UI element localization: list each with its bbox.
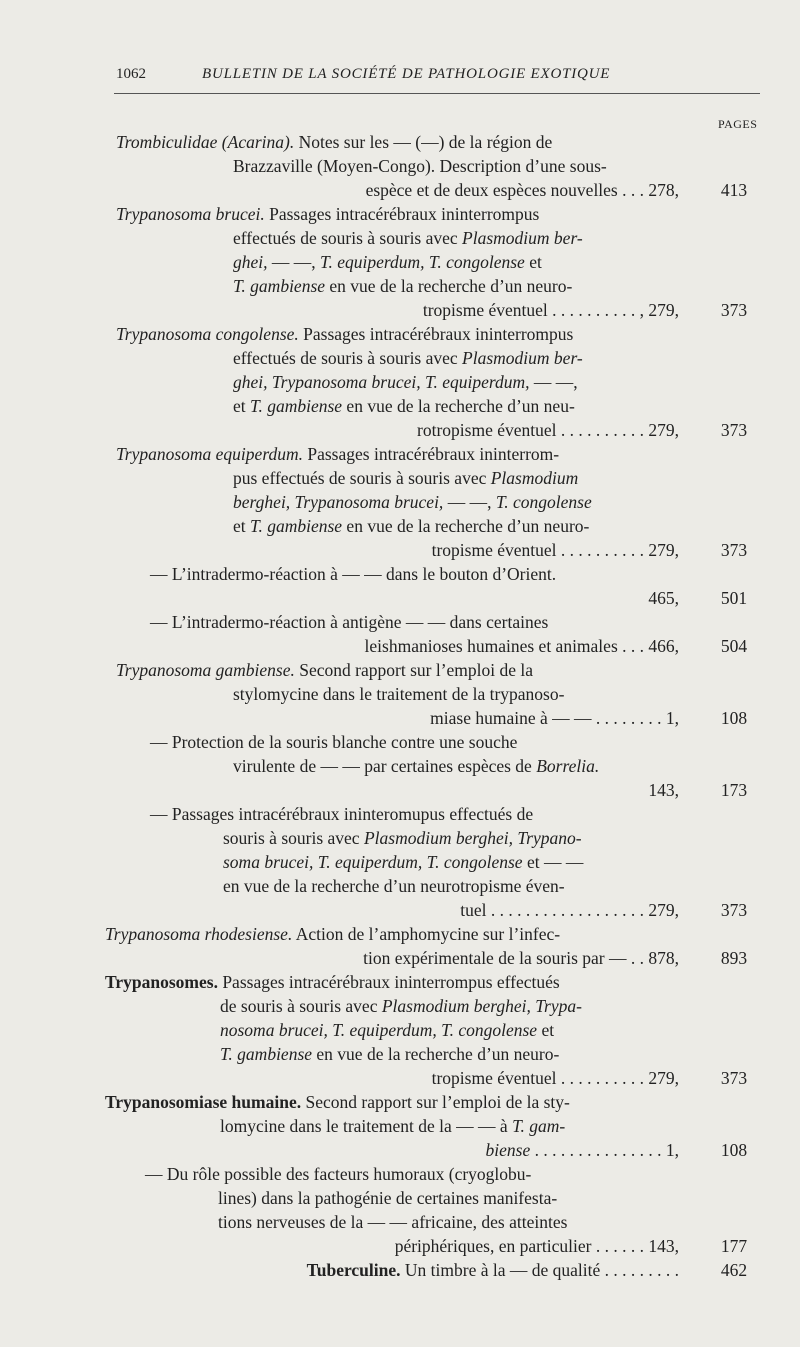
index-line (150, 731, 517, 753)
index-text: T. gambiense (233, 276, 326, 296)
index-line (233, 491, 592, 513)
index-text: périphériques, en particulier . . . . . . 143, (394, 1236, 679, 1256)
index-line (220, 1139, 679, 1161)
page-number: 1062 (116, 66, 146, 82)
index-text: Trypanosoma congolense. (116, 324, 299, 344)
page-reference: 462 (720, 1260, 748, 1280)
index-text: Trypanosoma equiperdum. (116, 444, 303, 464)
index-text: stylomycine dans le traitement de la trypanoso- (233, 684, 565, 704)
index-line (116, 323, 573, 345)
index-line (233, 371, 578, 393)
index-line (233, 227, 583, 249)
index-text: nosoma brucei, T. equiperdum, T. congolense (220, 1020, 538, 1040)
index-text: Second rapport sur l’emploi de la sty- (301, 1092, 570, 1112)
index-line (218, 1187, 557, 1209)
index-text: . . . . . . . . . . . . . . . 1, (530, 1140, 679, 1160)
index-text: tropisme éventuel . . . . . . . . . . 279, (431, 540, 679, 560)
page-reference: 108 (720, 1140, 748, 1160)
index-line (116, 131, 552, 153)
index-text: T. gam- (512, 1116, 566, 1136)
index-text: 143, (648, 780, 679, 800)
index-text: — Du rôle possible des facteurs humoraux (cryoglobu- (145, 1164, 532, 1184)
index-line (116, 659, 533, 681)
index-line (233, 755, 599, 777)
page-reference: 173 (720, 780, 748, 800)
index-line (223, 875, 565, 897)
index-text: Plasmodium ber- (462, 348, 583, 368)
index-text: effectués de souris à souris avec (233, 228, 463, 248)
page-reference: 893 (720, 948, 748, 968)
index-line (220, 1019, 554, 1041)
index-text: leishmanioses humaines et animales . . . 466, (364, 636, 679, 656)
index-text: Passages intracérébraux ininterrom- (303, 444, 560, 464)
index-line (218, 1211, 567, 1233)
index-text: Trypanosoma brucei. (116, 204, 265, 224)
index-text: tropisme éventuel . . . . . . . . . . , 279, (422, 300, 679, 320)
index-text: tion expérimentale de la souris par — . . 878, (363, 948, 679, 968)
header-rule (114, 93, 760, 94)
index-text: Borrelia. (536, 756, 600, 776)
index-line (105, 1091, 570, 1113)
index-text: souris à souris avec (223, 828, 364, 848)
index-line (105, 971, 560, 993)
index-text: Trypanosoma gambiense. (116, 660, 295, 680)
index-line (105, 923, 560, 945)
index-text: en vue de la recherche d’un neuro- (342, 516, 590, 536)
index-line (233, 539, 679, 561)
index-text: soma brucei, T. equiperdum, T. congolense (223, 852, 523, 872)
index-text: — —, (267, 252, 321, 272)
index-text: et (537, 1020, 555, 1040)
page-reference: 413 (720, 180, 748, 200)
index-text: Second rapport sur l’emploi de la (294, 660, 534, 680)
index-text: et (524, 252, 542, 272)
page-reference: 108 (720, 708, 748, 728)
index-text: — L’intradermo-réaction à — — dans le bouton d’Orient. (150, 564, 557, 584)
index-text: miase humaine à — — . . . . . . . . 1, (430, 708, 679, 728)
index-text: — Passages intracérébraux ininteromupus effectués de (150, 804, 534, 824)
index-text: effectués de souris à souris avec (233, 348, 463, 368)
index-text: T. equiperdum, T. congolense (320, 252, 525, 272)
index-text: en vue de la recherche d’un neurotropisme éven- (223, 876, 565, 896)
index-text: ghei, Trypanosoma brucei, T. equiperdum, (233, 372, 530, 392)
index-line (233, 587, 679, 609)
index-text: — Protection de la souris blanche contre une souche (150, 732, 518, 752)
index-text: Trypanosoma rhodesiense. (105, 924, 293, 944)
index-text: en vue de la recherche d’un neu- (342, 396, 575, 416)
index-text: en vue de la recherche d’un neuro- (312, 1044, 560, 1064)
index-text: Brazzaville (Moyen-Congo). Description d’une sous- (233, 156, 607, 176)
index-text: T. gambiense (220, 1044, 313, 1064)
index-line (116, 203, 539, 225)
index-text: tions nerveuses de la — — africaine, des atteintes (218, 1212, 568, 1232)
index-line (150, 803, 533, 825)
index-line (223, 899, 679, 921)
index-line (220, 995, 582, 1017)
index-line (233, 275, 572, 297)
index-line (223, 851, 583, 873)
index-text: Passages intracérébraux ininterrompus (298, 324, 574, 344)
index-text: tuel . . . . . . . . . . . . . . . . . . 279, (460, 900, 679, 920)
index-text: biense (485, 1140, 531, 1160)
index-text: Passages intracérébraux ininterrompus (264, 204, 540, 224)
index-text: Plasmodium ber- (462, 228, 583, 248)
index-line (233, 707, 679, 729)
index-text: Trombiculidae (Acarina). (116, 132, 295, 152)
index-text: berghei, Trypanosoma brucei, (233, 492, 444, 512)
index-line (233, 515, 589, 537)
index-text: Plasmodium berghei, Trypano- (363, 828, 582, 848)
index-text: et (233, 396, 251, 416)
page-reference: 373 (720, 300, 748, 320)
index-text: et (233, 516, 251, 536)
index-text: et — — (522, 852, 584, 872)
index-line (116, 443, 559, 465)
index-line (233, 155, 607, 177)
index-text: Action de l’amphomycine sur l’infec- (292, 924, 561, 944)
index-line (150, 611, 548, 633)
index-line (145, 1163, 531, 1185)
index-text: pus effectués de souris à souris avec (233, 468, 491, 488)
index-text: lomycine dans le traitement de la — — à (220, 1116, 513, 1136)
running-title: BULLETIN DE LA SOCIÉTÉ DE PATHOLOGIE EXOTIQUE (202, 66, 611, 82)
index-line (233, 419, 679, 441)
index-line (233, 179, 679, 201)
index-text: T. congolense (495, 492, 592, 512)
page-reference: 373 (720, 900, 748, 920)
index-text: lines) dans la pathogénie de certaines manifesta- (218, 1188, 558, 1208)
index-text: Tuberculine. (306, 1260, 401, 1280)
page-reference: 501 (720, 588, 748, 608)
index-text: Plasmodium (490, 468, 579, 488)
index-text: tropisme éventuel . . . . . . . . . . 279, (431, 1068, 679, 1088)
pages-column-label: PAGES (718, 117, 758, 131)
page-reference: 504 (720, 636, 748, 656)
index-line (220, 947, 679, 969)
index-text: — —, (443, 492, 496, 512)
index-text: virulente de — — par certaines espèces de (233, 756, 537, 776)
index-text: 465, (648, 588, 679, 608)
index-line (218, 1235, 679, 1257)
index-line (220, 1115, 565, 1137)
index-line (233, 467, 578, 489)
index-text: Notes sur les — (—) de la région de (294, 132, 553, 152)
index-text: ghei, (233, 252, 268, 272)
page-reference: 177 (720, 1236, 748, 1256)
index-text: de souris à souris avec (220, 996, 382, 1016)
index-text: rotropisme éventuel . . . . . . . . . . 279, (417, 420, 679, 440)
index-text: — —, (529, 372, 578, 392)
index-text: espèce et de deux espèces nouvelles . . . 278, (365, 180, 679, 200)
index-text: T. gambiense (250, 396, 343, 416)
page-reference: 373 (720, 540, 748, 560)
index-text: en vue de la recherche d’un neuro- (325, 276, 573, 296)
index-text: T. gambiense (250, 516, 343, 536)
page-reference: 373 (720, 420, 748, 440)
index-line (220, 1043, 559, 1065)
index-line (233, 299, 679, 321)
index-line (220, 1067, 679, 1089)
index-line (218, 635, 679, 657)
index-text: Plasmodium berghei, Trypa- (381, 996, 582, 1016)
index-text: Trypanosomes. (105, 972, 218, 992)
page-reference: 373 (720, 1068, 748, 1088)
index-line (223, 827, 582, 849)
index-line (103, 1259, 679, 1281)
index-line (233, 779, 679, 801)
index-text: Un timbre à la — de qualité . . . . . . . . . (400, 1260, 679, 1280)
index-line (233, 395, 575, 417)
index-text: Passages intracérébraux ininterrompus effectués (217, 972, 560, 992)
index-text: Trypanosomiase humaine. (105, 1092, 302, 1112)
index-line (233, 251, 542, 273)
index-line (233, 347, 583, 369)
index-text: — L’intradermo-réaction à antigène — — dans certaines (150, 612, 549, 632)
index-line (150, 563, 556, 585)
index-line (233, 683, 564, 705)
